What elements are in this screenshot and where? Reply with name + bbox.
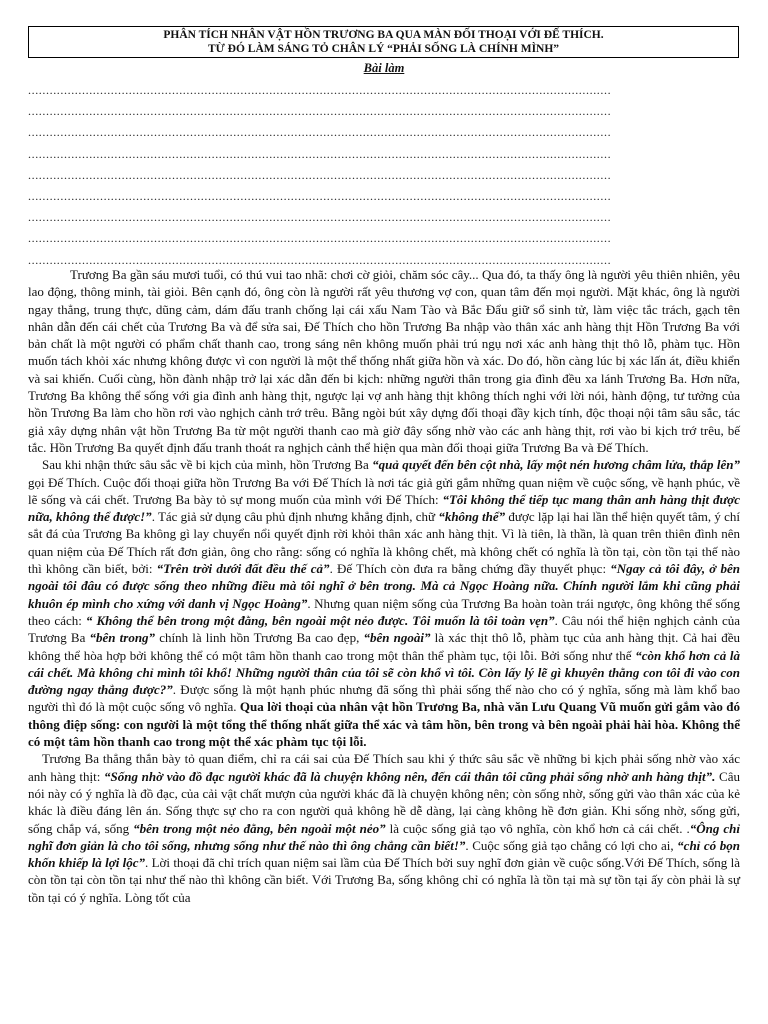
- text-segment: “Tôi không thể tiếp tục mang thân anh hàng thịt được nữa, không thể được!”: [28, 491, 740, 525]
- essay-body: [28, 266, 740, 906]
- title-line-2: TỪ ĐÓ LÀM SÁNG TỎ CHÂN LÝ “PHẢI SỐNG LÀ CHÍNH MÌNH”: [207, 43, 560, 55]
- text-segment: gọi Đế Thích. Cuộc đối thoại giữa hồn Trương Ba với Đế Thích là nơi tác giả gửi gắm những quan niệm về cuộc sống, về hạnh phúc, về lẽ sống và cái chết. Trương Ba bày tỏ sự mong muốn của mình với Đế Thích:: [28, 474, 740, 507]
- text-segment: . Được sống là một hạnh phúc nhưng đã sống thì phải sống thế nào cho có ý nghĩa, sống mà làm khổ bao người thì đó là một cuộc sống vô nghĩa.: [28, 682, 740, 715]
- dot-line: ..................................................................................................................................................................: [28, 83, 612, 97]
- text-segment: “Ông chỉ nghĩ đơn giản là cho tôi sống, nhưng sống như thế nào thì ông chẳng cần biết!”: [28, 820, 740, 853]
- text-segment: “Trên trời dưới đất đều thế cả”: [156, 561, 330, 577]
- dot-line: ..................................................................................................................................................................: [28, 104, 612, 119]
- dot-line: ..................................................................................................................................................................: [28, 231, 612, 246]
- paragraph-1: [28, 266, 740, 456]
- text-segment: . Đế Thích còn đưa ra bằng chứng đầy thuyết phục:: [329, 561, 611, 577]
- text-segment: “Ngay cả tôi đây, ở bên ngoài tôi đâu có được sống theo những điều mà tôi nghĩ ở bên trong. Mà cả Ngọc Hoàng nữa. Chính người lắm khi cũng phải khuôn ép mình cho xứng với danh vị Ngọc Hoàng”: [28, 561, 740, 611]
- dot-line: ..................................................................................................................................................................: [28, 167, 612, 182]
- text-segment: . Câu nói thể hiện nghịch cảnh của Trương Ba: [28, 612, 740, 646]
- text-segment: . Lời thoại đã chỉ trích quan niệm sai lầm của Đế Thích bởi suy nghĩ đơn giản về cuộc sống.Với Đế Thích, sống là còn tồn tại còn tồn tại như thế nào thì không cần biết. Với Trương Ba, sống không chỉ có nghĩa là tồn tại mà sự tồn tại ấy còn phải là sự tồn tại có ý nghĩa. Lòng tốt của: [28, 855, 740, 905]
- text-segment: “còn khổ hơn cả là cái chết. Mà không chỉ mình tôi khổ! Những người thân của tôi sẽ còn khổ vì tôi. Còn lấy lý lẽ gì khuyên thằng con tôi đi vào con đường ngay thẳng được?”: [28, 647, 740, 698]
- text-segment: . Tác giả sử dụng câu phủ định nhưng khẳng định, chữ: [151, 509, 439, 525]
- paragraph-3: [28, 750, 740, 906]
- dot-line: ..................................................................................................................................................................: [28, 188, 612, 203]
- title-line-1: PHÂN TÍCH NHÂN VẬT HỒN TRƯƠNG BA QUA MÀN ĐỐI THOẠI VỚI ĐẾ THÍCH.: [163, 29, 604, 41]
- essay-heading: Bài làm: [363, 61, 405, 75]
- title-box: [28, 26, 739, 58]
- dotted-placeholder-lines: [28, 80, 732, 271]
- text-segment: “chỉ có bọn khốn khiếp là lợi lộc”: [28, 837, 740, 871]
- text-segment: . Nhưng quan niệm sống của Trương Ba hoàn toàn trái ngược, ông không thể sống theo cách:: [28, 595, 740, 628]
- text-segment: “không thể”: [438, 509, 506, 525]
- text-segment: được lặp lại hai lần thể hiện quyết tâm, ý chí sắt đá của Trương Ba không gì lay chuyển nổi quyết định rời khỏi thân xác anh hàng thịt. Vì là tiên, là thần, là quan trên thiên đình nên quan niệm của Đế Thích rất đơn giản, ông cho rằng: sống có nghĩa là không chết, mà không chết có nghĩa là tồn tại, còn tồn tại thế nào thì không cần biết, bởi:: [28, 509, 741, 577]
- text-segment: là xác thịt thô lỗ, phàm tục của anh hàng thịt. Cả hai đều không thể hòa hợp bởi không thể có một tâm hồn thanh cao trong một thân thể phàm tục, tội lỗi. Bởi sống như thế: [28, 630, 740, 663]
- text-segment: . Cuộc sống giả tạo chẳng có lợi cho ai,: [465, 837, 678, 853]
- paragraph-2: [28, 456, 740, 750]
- dot-line: ..................................................................................................................................................................: [28, 252, 612, 267]
- text-segment: Qua lời thoại của nhân vật hồn Trương Ba, nhà văn Lưu Quang Vũ muốn gửi gắm vào đó thông điệp sống: con người là một tổng thể thống nhất giữa thể xác và tâm hồn, bên trong và bên ngoài phải hài hòa. Không thể có một tâm hồn thanh cao trong một thể xác phàm tục tội lỗi.: [28, 699, 740, 750]
- text-segment: “bên trong một nẻo đằng, bên ngoài một nẻo”: [133, 820, 386, 836]
- text-segment: “Sống nhờ vào đồ đạc người khác đã là chuyện không nên, đến cái thân tôi cũng phải sống nhờ anh hàng thịt”.: [103, 768, 716, 784]
- text-segment: “bên trong”: [89, 630, 156, 646]
- text-segment: Câu nói này có ý nghĩa là đồ đạc, của cải vật chất mượn của người khác đã là chuyện không nên; còn sống nhờ, sống gửi vào thân xác của kẻ khác là điều đáng lên án. Sống thực sự cho ra con người quả không hề dễ dàng, lại càng không hề đơn giản. Khi sống nhờ, sống gửi, sống chắp vá, sống: [28, 768, 740, 836]
- text-segment: “quả quyết đến bên cột nhà, lấy một nén hương châm lửa, thắp lên”: [372, 457, 740, 473]
- dot-line: ..................................................................................................................................................................: [28, 146, 612, 161]
- dot-line: ..................................................................................................................................................................: [28, 125, 612, 140]
- text-segment: “bên ngoài”: [363, 630, 431, 646]
- text-segment: là cuộc sống giả tạo vô nghĩa, còn khổ hơn cả cái chết. .: [385, 820, 690, 836]
- text-segment: Trương Ba thẳng thắn bày tỏ quan điểm, chỉ ra cái sai của Đế Thích sau khi ý thức sâu sắc về những bi kịch phải sống nhờ vào xác anh hàng thịt:: [28, 751, 740, 784]
- text-segment: “ Không thể bên trong một đằng, bên ngoài một nẻo được. Tôi muốn là tôi toàn vẹn”: [85, 612, 555, 628]
- text-segment: Trương Ba gần sáu mươi tuổi, có thú vui tao nhã: chơi cờ giỏi, chăm sóc cây... Qua đó, ta thấy ông là người yêu thiên nhiên, yêu lao động, thông minh, tài giỏi. Bên cạnh đó, ông còn là người rất yêu thương vợ con, quan tâm đến mọi người. Mặt khác, ông là người ngay thẳng, trung thực, dũng cảm, dám đấu tranh chống lại cái xấu Nam Tào và Bắc Đẩu giữ sổ sinh tử, làm việc tắc trách, gạch tên nhân dẫn đến cái chết của Trương Ba và để sửa sai, Đế Thích cho hồn Trương Ba nhập vào thân xác anh hàng thịt Hồn Trương Ba với bản chất là một người có phẩm chất thanh cao, trong sáng nên không muốn phải trú ngụ nơi xác anh hàng thịt thô lỗ, phàm tục. Hồn muốn tách khỏi xác nhưng không được vì con người là một thể thống nhất giữa hồn và xác. Do đó, hồn càng lúc bị xác lấn át, điều khiển và sai khiến. Cuối cùng, hồn đành nhập trở lại xác dẫn đến bi kịch: những người thân trong gia đình đều xa lánh Trương Ba. Hơn nữa, Trương Ba không thể sống với gia đình anh hàng thịt, ngược lại vợ anh hàng thịt không thích nghi với lời nói, hành động, tư tưởng của hồn Trương Ba làm cho hồn rơi vào nghịch cảnh trớ trêu. Bằng ngòi bút xây dựng đối thoại đầy kịch tính, độc thoại nội tâm sâu sắc, tác giả xây dựng nhân vật hồn Trương Ba từ một người thanh cao mà giờ đây sống nhờ vào các anh hàng thịt, rơi vào bi kịch trớ trêu, bế tắc. Hồn Trương Ba quyết định đấu tranh thoát ra nghịch cảnh thể hiện qua màn đối thoại giữa Trương Ba và Đế Thích.: [28, 267, 740, 455]
- text-segment: chính là linh hồn Trương Ba cao đẹp,: [155, 630, 364, 646]
- text-segment: Sau khi nhận thức sâu sắc về bi kịch của mình, hồn Trương Ba: [42, 457, 373, 473]
- dot-line: ..................................................................................................................................................................: [28, 210, 612, 225]
